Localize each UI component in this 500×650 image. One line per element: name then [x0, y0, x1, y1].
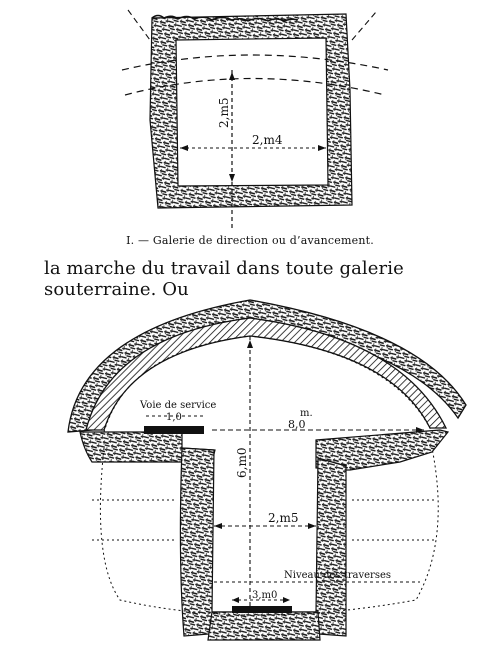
span-label: 8,0 — [288, 418, 306, 431]
figure-caption: I. — Galerie de direction ou d’avancement. — [126, 234, 374, 247]
gallery-section-square — [122, 10, 388, 230]
square-gallery-walls — [150, 14, 352, 208]
arch-height-label: 6,m0 — [235, 447, 249, 478]
rail-level-label: Niveau des traverses — [284, 570, 392, 581]
base-width-label: 3,m0 — [252, 590, 278, 601]
shaft-width-label: 2,m5 — [268, 511, 299, 525]
span-unit: m. — [300, 408, 313, 419]
body-text-line: la marche du travail dans toute galerie souterraine. Ou — [44, 258, 404, 300]
square-height-label: 2,m5 — [217, 97, 231, 128]
gallery-section-arched — [68, 300, 466, 640]
square-width-label: 2,m4 — [252, 133, 283, 147]
service-track-label: Voie de service — [140, 400, 217, 411]
service-track — [144, 426, 204, 434]
shaft-floor — [208, 612, 320, 640]
shaft-left-wall — [180, 448, 234, 636]
service-track-width: 1,0 — [166, 412, 182, 423]
shaft-right-wall — [290, 458, 346, 636]
